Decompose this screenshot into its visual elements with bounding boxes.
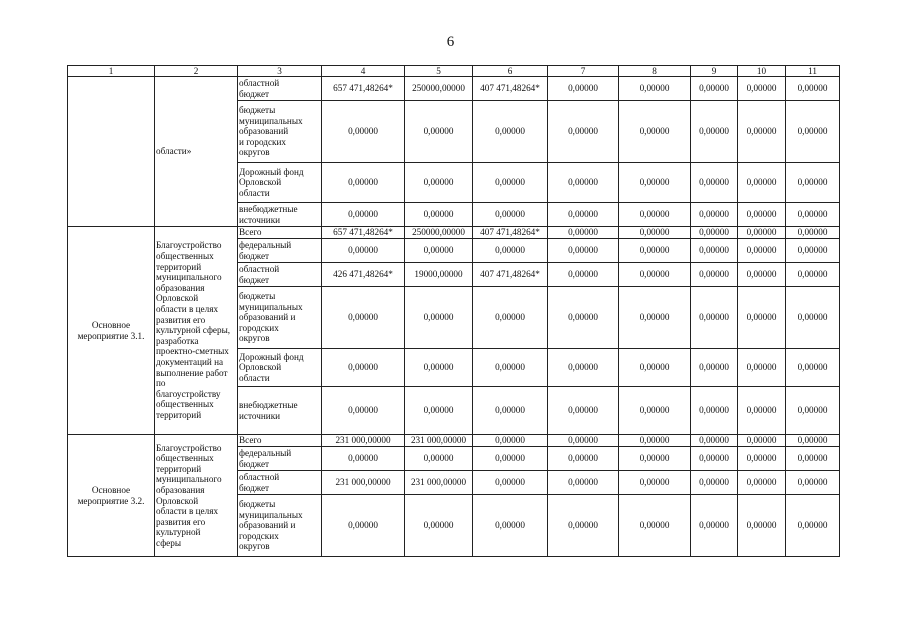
amount-cell: 407 471,48264* <box>473 263 548 287</box>
column-header: 11 <box>786 66 840 77</box>
amount-cell: 0,00000 <box>738 101 786 163</box>
funding-source-cell: федеральный бюджет <box>238 447 322 471</box>
amount-cell: 0,00000 <box>548 287 619 349</box>
amount-cell: 0,00000 <box>691 263 738 287</box>
funding-source-cell: Дорожный фонд Орловской области <box>238 349 322 387</box>
funding-source-cell: областной бюджет <box>238 263 322 287</box>
amount-cell: 0,00000 <box>548 495 619 557</box>
amount-cell: 0,00000 <box>786 163 840 203</box>
funding-source-cell: Всего <box>238 227 322 239</box>
amount-cell: 250000,00000 <box>405 227 473 239</box>
amount-cell: 0,00000 <box>548 387 619 435</box>
amount-cell: 0,00000 <box>548 447 619 471</box>
amount-cell: 0,00000 <box>619 239 691 263</box>
amount-cell: 0,00000 <box>548 203 619 227</box>
amount-cell: 0,00000 <box>691 471 738 495</box>
amount-cell: 0,00000 <box>691 287 738 349</box>
amount-cell: 0,00000 <box>473 495 548 557</box>
funding-source-cell: бюджеты муниципальных образований и городских округов <box>238 101 322 163</box>
activity-name-cell: Основное мероприятие 3.1. <box>68 227 155 435</box>
amount-cell: 0,00000 <box>405 349 473 387</box>
amount-cell: 0,00000 <box>619 495 691 557</box>
amount-cell: 0,00000 <box>619 101 691 163</box>
amount-cell: 0,00000 <box>322 349 405 387</box>
amount-cell: 0,00000 <box>786 387 840 435</box>
amount-cell: 0,00000 <box>738 495 786 557</box>
funding-source-cell: Дорожный фонд Орловской области <box>238 163 322 203</box>
amount-cell: 0,00000 <box>548 263 619 287</box>
amount-cell: 0,00000 <box>322 239 405 263</box>
amount-cell: 0,00000 <box>405 239 473 263</box>
amount-cell: 0,00000 <box>322 163 405 203</box>
amount-cell: 0,00000 <box>473 101 548 163</box>
amount-cell: 0,00000 <box>405 203 473 227</box>
amount-cell: 0,00000 <box>738 163 786 203</box>
column-header: 9 <box>691 66 738 77</box>
funding-source-cell: областной бюджет <box>238 77 322 101</box>
amount-cell: 0,00000 <box>548 239 619 263</box>
amount-cell: 0,00000 <box>691 101 738 163</box>
amount-cell: 657 471,48264* <box>322 77 405 101</box>
column-header: 6 <box>473 66 548 77</box>
column-header: 4 <box>322 66 405 77</box>
amount-cell: 0,00000 <box>473 203 548 227</box>
amount-cell: 0,00000 <box>473 471 548 495</box>
amount-cell: 0,00000 <box>619 447 691 471</box>
amount-cell: 0,00000 <box>619 349 691 387</box>
amount-cell: 0,00000 <box>548 227 619 239</box>
amount-cell: 0,00000 <box>473 239 548 263</box>
amount-cell: 0,00000 <box>738 435 786 447</box>
amount-cell: 426 471,48264* <box>322 263 405 287</box>
amount-cell: 0,00000 <box>548 163 619 203</box>
amount-cell: 0,00000 <box>619 227 691 239</box>
amount-cell: 0,00000 <box>738 227 786 239</box>
amount-cell: 0,00000 <box>473 387 548 435</box>
amount-cell: 0,00000 <box>548 349 619 387</box>
column-header: 1 <box>68 66 155 77</box>
amount-cell: 0,00000 <box>405 101 473 163</box>
amount-cell: 0,00000 <box>691 163 738 203</box>
amount-cell: 0,00000 <box>322 287 405 349</box>
amount-cell: 0,00000 <box>548 77 619 101</box>
column-header: 8 <box>619 66 691 77</box>
amount-cell: 0,00000 <box>786 203 840 227</box>
budget-table <box>67 65 840 557</box>
amount-cell: 0,00000 <box>691 349 738 387</box>
funding-source-cell: Всего <box>238 435 322 447</box>
amount-cell: 0,00000 <box>405 287 473 349</box>
amount-cell: 0,00000 <box>405 163 473 203</box>
column-header: 5 <box>405 66 473 77</box>
amount-cell: 0,00000 <box>691 77 738 101</box>
amount-cell: 0,00000 <box>405 447 473 471</box>
amount-cell: 0,00000 <box>738 203 786 227</box>
amount-cell: 407 471,48264* <box>473 227 548 239</box>
amount-cell: 0,00000 <box>738 447 786 471</box>
amount-cell: 0,00000 <box>548 471 619 495</box>
amount-cell: 0,00000 <box>473 349 548 387</box>
amount-cell: 250000,00000 <box>405 77 473 101</box>
amount-cell: 0,00000 <box>548 435 619 447</box>
amount-cell: 0,00000 <box>619 387 691 435</box>
activity-description-cell: области» <box>155 77 238 227</box>
amount-cell: 0,00000 <box>619 77 691 101</box>
activity-description-cell: Благоустройство общественных территорий муниципального образования Орловской области в целях развития его культурной сферы <box>155 435 238 557</box>
amount-cell: 0,00000 <box>786 495 840 557</box>
amount-cell: 0,00000 <box>619 471 691 495</box>
amount-cell: 0,00000 <box>786 101 840 163</box>
funding-source-cell: внебюджетные источники <box>238 387 322 435</box>
amount-cell: 0,00000 <box>691 227 738 239</box>
amount-cell: 0,00000 <box>786 287 840 349</box>
amount-cell: 0,00000 <box>691 387 738 435</box>
amount-cell: 0,00000 <box>619 203 691 227</box>
column-header: 2 <box>155 66 238 77</box>
amount-cell: 0,00000 <box>548 101 619 163</box>
funding-source-cell: внебюджетные источники <box>238 203 322 227</box>
activity-name-cell <box>68 77 155 227</box>
amount-cell: 231 000,00000 <box>322 435 405 447</box>
amount-cell: 0,00000 <box>786 447 840 471</box>
amount-cell: 0,00000 <box>619 163 691 203</box>
amount-cell: 0,00000 <box>473 287 548 349</box>
amount-cell: 0,00000 <box>738 263 786 287</box>
amount-cell: 0,00000 <box>786 77 840 101</box>
amount-cell: 0,00000 <box>738 77 786 101</box>
amount-cell: 0,00000 <box>786 239 840 263</box>
amount-cell: 0,00000 <box>786 349 840 387</box>
amount-cell: 0,00000 <box>738 349 786 387</box>
column-header: 7 <box>548 66 619 77</box>
amount-cell: 0,00000 <box>786 263 840 287</box>
amount-cell: 0,00000 <box>322 101 405 163</box>
amount-cell: 0,00000 <box>738 287 786 349</box>
amount-cell: 0,00000 <box>619 263 691 287</box>
amount-cell: 0,00000 <box>691 239 738 263</box>
amount-cell: 0,00000 <box>322 203 405 227</box>
amount-cell: 19000,00000 <box>405 263 473 287</box>
amount-cell: 0,00000 <box>322 387 405 435</box>
amount-cell: 0,00000 <box>691 203 738 227</box>
amount-cell: 0,00000 <box>322 447 405 471</box>
amount-cell: 0,00000 <box>405 387 473 435</box>
column-header: 3 <box>238 66 322 77</box>
funding-source-cell: областной бюджет <box>238 471 322 495</box>
amount-cell: 0,00000 <box>473 435 548 447</box>
funding-source-cell: бюджеты муниципальных образований и городских округов <box>238 495 322 557</box>
amount-cell: 0,00000 <box>619 435 691 447</box>
amount-cell: 0,00000 <box>473 163 548 203</box>
amount-cell: 0,00000 <box>473 447 548 471</box>
amount-cell: 0,00000 <box>322 495 405 557</box>
header-row <box>68 66 840 77</box>
amount-cell: 0,00000 <box>786 435 840 447</box>
activity-description-cell: Благоустройство общественных территорий муниципального образования Орловской области в целях развития его культурной сферы, разработка проектно-сметных документаций на выполнение работ по благоустройству общественных территорий <box>155 227 238 435</box>
amount-cell: 0,00000 <box>786 227 840 239</box>
page-number: 6 <box>446 34 455 50</box>
amount-cell: 657 471,48264* <box>322 227 405 239</box>
table-row <box>68 77 840 101</box>
amount-cell: 0,00000 <box>786 471 840 495</box>
amount-cell: 231 000,00000 <box>405 435 473 447</box>
table-row <box>68 435 840 447</box>
amount-cell: 0,00000 <box>691 495 738 557</box>
amount-cell: 0,00000 <box>619 287 691 349</box>
table-row <box>68 227 840 239</box>
column-header: 10 <box>738 66 786 77</box>
funding-source-cell: бюджеты муниципальных образований и городских округов <box>238 287 322 349</box>
amount-cell: 231 000,00000 <box>405 471 473 495</box>
amount-cell: 0,00000 <box>405 495 473 557</box>
amount-cell: 0,00000 <box>738 239 786 263</box>
funding-source-cell: федеральный бюджет <box>238 239 322 263</box>
amount-cell: 0,00000 <box>738 387 786 435</box>
amount-cell: 0,00000 <box>738 471 786 495</box>
amount-cell: 0,00000 <box>691 435 738 447</box>
amount-cell: 0,00000 <box>691 447 738 471</box>
amount-cell: 407 471,48264* <box>473 77 548 101</box>
activity-name-cell: Основное мероприятие 3.2. <box>68 435 155 557</box>
amount-cell: 231 000,00000 <box>322 471 405 495</box>
